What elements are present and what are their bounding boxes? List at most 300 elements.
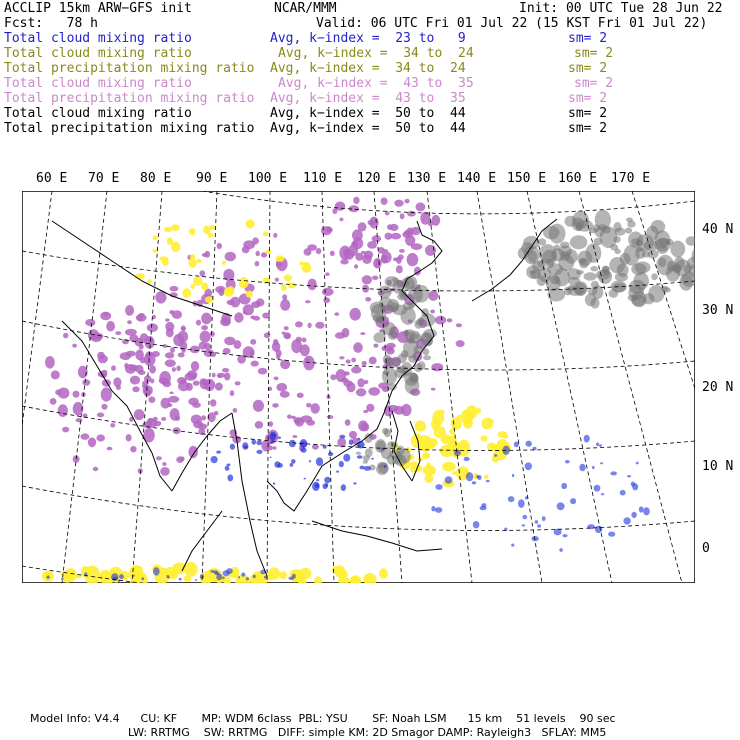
purple-cloud-patch: [225, 252, 236, 262]
blue-cloud-patch: [477, 475, 481, 480]
blue-cloud-patch: [61, 578, 64, 580]
longitude-label: 170 E: [611, 171, 651, 186]
yellow-cloud-patch: [65, 568, 76, 582]
purple-cloud-patch: [394, 200, 403, 207]
yellow-cloud-patch: [182, 288, 191, 298]
blue-cloud-patch: [153, 567, 160, 575]
center-label: NCAR/MMM: [274, 1, 337, 16]
purple-cloud-patch: [191, 415, 202, 425]
blue-cloud-patch: [343, 454, 350, 462]
gray-cloud-patch: [560, 242, 570, 249]
purple-cloud-patch: [376, 259, 381, 262]
yellow-cloud-patch: [191, 284, 195, 289]
forecast-hour: Fcst: 78 h: [4, 16, 98, 31]
purple-cloud-patch: [181, 381, 185, 384]
blue-cloud-patch: [445, 476, 453, 483]
yellow-cloud-patch: [165, 567, 176, 579]
gray-cloud-patch: [625, 228, 632, 234]
legend-smoothing: sm= 2: [568, 31, 608, 46]
blue-cloud-patch: [643, 507, 650, 515]
blue-cloud-patch: [211, 456, 218, 463]
gray-cloud-patch: [387, 383, 397, 390]
blue-cloud-patch: [291, 459, 296, 464]
yellow-cloud-patch: [171, 242, 180, 252]
gray-cloud-patch: [421, 308, 429, 317]
purple-cloud-patch: [178, 331, 188, 343]
purple-cloud-patch: [354, 264, 358, 268]
purple-cloud-patch: [351, 358, 356, 363]
blue-cloud-patch: [230, 444, 235, 450]
purple-cloud-patch: [306, 403, 312, 408]
purple-cloud-patch: [447, 318, 453, 322]
legend-smoothing: sm= 2: [574, 76, 614, 91]
purple-cloud-patch: [175, 415, 180, 421]
purple-cloud-patch: [170, 347, 175, 353]
longitude-label: 140 E: [457, 171, 497, 186]
yellow-cloud-patch: [415, 421, 427, 432]
purple-cloud-patch: [372, 276, 378, 280]
purple-cloud-patch: [345, 419, 351, 426]
blue-cloud-patch: [435, 507, 442, 513]
blue-cloud-patch: [226, 568, 233, 574]
purple-cloud-patch: [126, 351, 136, 357]
purple-cloud-patch: [273, 233, 277, 238]
blue-cloud-patch: [592, 466, 595, 469]
purple-cloud-patch: [215, 383, 223, 391]
gray-cloud-patch: [383, 355, 392, 365]
yellow-cloud-patch: [197, 259, 202, 263]
purple-cloud-patch: [353, 342, 363, 353]
blue-cloud-patch: [525, 462, 532, 470]
purple-cloud-patch: [169, 392, 173, 395]
purple-cloud-patch: [293, 435, 298, 438]
legend-avg: Avg, k−index = 50 to 44: [270, 106, 466, 121]
blue-cloud-patch: [222, 576, 224, 579]
blue-cloud-patch: [610, 471, 617, 475]
purple-cloud-patch: [336, 369, 346, 382]
legend-row: [4, 91, 736, 106]
purple-cloud-patch: [334, 312, 339, 316]
purple-cloud-patch: [346, 359, 351, 363]
yellow-cloud-patch: [434, 426, 446, 438]
purple-cloud-patch: [107, 447, 113, 451]
purple-cloud-patch: [94, 333, 103, 340]
purple-cloud-patch: [431, 363, 443, 371]
blue-cloud-patch: [601, 493, 605, 495]
purple-cloud-patch: [167, 403, 172, 407]
purple-cloud-patch: [100, 312, 111, 321]
gray-cloud-patch: [591, 281, 599, 289]
yellow-cloud-patch: [153, 236, 158, 240]
legend-avg: Avg, k−index = 34 to 24: [270, 61, 466, 76]
gray-cloud-patch: [373, 313, 384, 322]
blue-cloud-patch: [512, 474, 514, 477]
purple-cloud-patch: [106, 321, 115, 332]
purple-cloud-patch: [339, 356, 344, 359]
blue-cloud-patch: [639, 506, 644, 512]
gray-cloud-patch: [423, 355, 431, 360]
footer-model-info: Model Info: V4.4 CU: KF MP: WDM 6class PBL: YSU SF: Noah LSM 15 km 51 levels 90 sec: [30, 712, 616, 725]
purple-cloud-patch: [63, 333, 68, 339]
yellow-cloud-patch: [482, 418, 494, 430]
purple-cloud-patch: [357, 378, 364, 387]
purple-cloud-patch: [176, 366, 181, 372]
blue-cloud-patch: [494, 454, 497, 457]
yellow-cloud-patch: [418, 458, 424, 462]
blue-cloud-patch: [472, 481, 476, 484]
legend-label: Total cloud mixing ratio: [4, 76, 192, 91]
purple-cloud-patch: [351, 366, 361, 373]
legend-smoothing: sm= 2: [574, 46, 614, 61]
yellow-cloud-patch: [435, 421, 440, 425]
map-title: ACCLIP 15km ARW−GFS init: [4, 1, 192, 16]
purple-cloud-patch: [58, 404, 68, 417]
purple-cloud-patch: [300, 344, 310, 356]
purple-cloud-patch: [322, 288, 334, 296]
purple-cloud-patch: [198, 423, 207, 429]
purple-cloud-patch: [166, 328, 174, 337]
purple-cloud-patch: [156, 456, 162, 460]
purple-cloud-patch: [110, 423, 115, 428]
blue-cloud-patch: [608, 532, 615, 537]
blue-cloud-patch: [238, 576, 240, 579]
purple-cloud-patch: [404, 199, 409, 204]
purple-cloud-patch: [388, 346, 393, 351]
blue-cloud-patch: [179, 578, 182, 581]
purple-cloud-patch: [284, 326, 289, 330]
gray-cloud-patch: [382, 367, 397, 385]
legend-smoothing: sm= 2: [568, 121, 608, 136]
purple-cloud-patch: [155, 291, 166, 303]
purple-cloud-patch: [291, 416, 296, 419]
yellow-cloud-patch: [100, 570, 111, 582]
purple-cloud-patch: [234, 312, 243, 322]
blue-cloud-patch: [473, 521, 480, 528]
purple-cloud-patch: [456, 340, 465, 347]
purple-cloud-patch: [311, 403, 320, 414]
blue-cloud-patch: [384, 465, 387, 468]
purple-cloud-patch: [199, 342, 207, 350]
blue-cloud-patch: [595, 526, 602, 533]
blue-cloud-patch: [270, 442, 273, 444]
blue-cloud-patch: [599, 444, 602, 447]
purple-cloud-patch: [250, 315, 255, 319]
longitude-label: 130 E: [407, 171, 447, 186]
yellow-cloud-patch: [461, 410, 473, 425]
purple-cloud-patch: [127, 320, 132, 324]
yellow-cloud-patch: [263, 231, 268, 236]
blue-cloud-patch: [557, 502, 565, 510]
purple-cloud-patch: [126, 434, 132, 441]
purple-cloud-patch: [163, 381, 172, 387]
purple-cloud-patch: [134, 409, 145, 420]
purple-cloud-patch: [316, 248, 322, 254]
purple-cloud-patch: [362, 275, 372, 284]
yellow-cloud-patch: [230, 289, 235, 294]
blue-cloud-patch: [431, 506, 435, 512]
purple-cloud-patch: [132, 386, 139, 392]
blue-cloud-patch: [353, 482, 356, 484]
yellow-cloud-patch: [280, 571, 287, 579]
legend-avg: Avg, k−index = 43 to 35: [270, 91, 466, 106]
blue-cloud-patch: [623, 517, 630, 524]
purple-cloud-patch: [192, 402, 201, 408]
purple-cloud-patch: [210, 399, 216, 406]
legend-label: Total cloud mixing ratio: [4, 106, 192, 121]
blue-cloud-patch: [256, 450, 262, 454]
blue-cloud-patch: [312, 482, 320, 491]
purple-cloud-patch: [250, 350, 255, 356]
purple-cloud-patch: [373, 344, 378, 348]
blue-cloud-patch: [486, 480, 490, 482]
legend-avg: Avg, k−index = 50 to 44: [270, 121, 466, 136]
purple-cloud-patch: [304, 248, 312, 256]
longitude-label: 110 E: [303, 171, 343, 186]
purple-cloud-patch: [193, 381, 200, 386]
purple-cloud-patch: [353, 197, 359, 204]
purple-cloud-patch: [255, 421, 263, 429]
yellow-cloud-patch: [265, 250, 271, 254]
purple-cloud-patch: [96, 434, 105, 441]
purple-cloud-patch: [342, 328, 350, 338]
yellow-cloud-patch: [481, 435, 488, 441]
latitude-label: 20 N: [702, 380, 734, 395]
purple-cloud-patch: [93, 467, 99, 471]
blue-cloud-patch: [357, 438, 360, 441]
legend-label: Total precipitation mixing ratio: [4, 61, 255, 76]
purple-cloud-patch: [51, 370, 60, 379]
purple-cloud-patch: [369, 217, 378, 229]
purple-cloud-patch: [191, 361, 199, 371]
purple-cloud-patch: [147, 323, 158, 332]
purple-cloud-patch: [385, 211, 390, 215]
purple-cloud-patch: [280, 299, 290, 311]
blue-cloud-patch: [570, 498, 576, 504]
blue-cloud-patch: [316, 457, 323, 466]
gray-cloud-patch: [382, 428, 389, 435]
blue-cloud-patch: [466, 472, 473, 481]
purple-cloud-patch: [165, 359, 176, 367]
purple-cloud-patch: [188, 446, 198, 458]
longitude-label: 70 E: [88, 171, 120, 186]
purple-cloud-patch: [315, 322, 324, 329]
blue-cloud-patch: [636, 462, 639, 465]
purple-cloud-patch: [210, 331, 215, 337]
purple-cloud-patch: [200, 270, 206, 276]
purple-cloud-patch: [168, 396, 179, 403]
gray-cloud-patch: [405, 329, 415, 341]
yellow-cloud-patch: [246, 291, 253, 298]
gray-cloud-patch: [554, 268, 570, 286]
latitude-label: 10 N: [702, 459, 734, 474]
gray-cloud-patch: [591, 298, 600, 309]
gray-cloud-patch: [528, 251, 537, 263]
purple-cloud-patch: [125, 305, 134, 316]
legend-label: Total cloud mixing ratio: [4, 31, 192, 46]
purple-cloud-patch: [400, 213, 405, 219]
blue-cloud-patch: [274, 461, 280, 468]
gray-cloud-patch: [365, 448, 373, 457]
purple-cloud-patch: [283, 332, 291, 339]
footer-physics-info: LW: RRTMG SW: RRTMG DIFF: simple KM: 2D Smagor DAMP: Rayleigh3 SFLAY: MM5: [128, 726, 607, 739]
blue-cloud-patch: [252, 439, 257, 444]
yellow-cloud-patch: [484, 475, 489, 479]
gray-cloud-patch: [615, 249, 621, 255]
yellow-cloud-patch: [411, 469, 416, 472]
purple-cloud-patch: [308, 323, 312, 328]
purple-cloud-patch: [234, 340, 242, 349]
purple-cloud-patch: [369, 357, 377, 365]
blue-cloud-patch: [596, 442, 599, 446]
purple-cloud-patch: [97, 413, 104, 418]
purple-cloud-patch: [124, 363, 128, 368]
yellow-cloud-patch: [171, 224, 180, 231]
legend-row: [4, 106, 736, 121]
purple-cloud-patch: [396, 265, 403, 273]
legend-row: [4, 46, 736, 61]
blue-cloud-patch: [227, 474, 233, 481]
yellow-cloud-patch: [135, 273, 145, 279]
purple-cloud-patch: [335, 202, 346, 211]
legend-avg: Avg, k−index = 43 to 35: [278, 76, 474, 91]
purple-cloud-patch: [201, 325, 208, 330]
gray-cloud-patch: [666, 239, 673, 246]
gray-cloud-patch: [633, 272, 649, 290]
yellow-cloud-patch: [184, 562, 197, 577]
blue-cloud-patch: [278, 437, 281, 439]
blue-cloud-patch: [269, 432, 276, 441]
purple-cloud-patch: [339, 218, 343, 222]
purple-cloud-patch: [200, 378, 208, 385]
purple-cloud-patch: [149, 365, 156, 373]
gray-cloud-patch: [600, 226, 618, 248]
blue-cloud-patch: [522, 524, 525, 526]
gray-cloud-patch: [632, 291, 647, 307]
purple-cloud-patch: [431, 388, 436, 391]
yellow-cloud-patch: [303, 262, 310, 266]
blue-cloud-patch: [600, 462, 603, 464]
purple-cloud-patch: [115, 331, 121, 335]
yellow-cloud-patch: [276, 255, 285, 262]
blue-cloud-patch: [620, 490, 626, 496]
gray-cloud-patch: [379, 297, 393, 311]
legend-label: Total precipitation mixing ratio: [4, 121, 255, 136]
purple-cloud-patch: [88, 437, 96, 447]
purple-cloud-patch: [343, 249, 350, 258]
gray-cloud-patch: [565, 249, 578, 263]
gray-cloud-patch: [636, 234, 654, 251]
purple-cloud-patch: [273, 339, 278, 345]
legend-label: Total cloud mixing ratio: [4, 46, 192, 61]
blue-cloud-patch: [195, 579, 198, 581]
blue-cloud-patch: [316, 479, 319, 481]
yellow-cloud-patch: [189, 228, 196, 235]
legend-row: [4, 31, 736, 46]
purple-cloud-patch: [235, 381, 241, 385]
blue-cloud-patch: [537, 524, 541, 527]
gray-cloud-patch: [615, 273, 628, 282]
blue-cloud-patch: [303, 478, 306, 480]
blue-cloud-patch: [253, 575, 256, 579]
blue-cloud-patch: [523, 515, 528, 519]
longitude-label: 90 E: [196, 171, 228, 186]
purple-cloud-patch: [258, 368, 267, 375]
purple-cloud-patch: [393, 258, 399, 262]
legend-avg: Avg, k−index = 23 to 9: [270, 31, 466, 46]
yellow-cloud-patch: [452, 423, 456, 426]
purple-cloud-patch: [407, 211, 416, 217]
purple-cloud-patch: [363, 410, 368, 413]
gray-cloud-patch: [635, 262, 651, 274]
gray-cloud-patch: [391, 302, 399, 312]
purple-cloud-patch: [251, 361, 259, 367]
purple-cloud-patch: [255, 261, 260, 266]
gray-cloud-patch: [584, 272, 597, 280]
purple-cloud-patch: [430, 310, 435, 314]
blue-cloud-patch: [245, 446, 248, 448]
blue-cloud-patch: [339, 461, 344, 467]
blue-cloud-patch: [210, 570, 214, 573]
purple-cloud-patch: [296, 337, 303, 342]
blue-cloud-patch: [242, 442, 248, 450]
purple-cloud-patch: [372, 235, 382, 242]
longitude-label: 150 E: [507, 171, 547, 186]
yellow-cloud-patch: [284, 275, 293, 282]
purple-cloud-patch: [180, 456, 185, 461]
gray-cloud-patch: [376, 441, 385, 452]
yellow-cloud-patch: [183, 576, 191, 582]
blue-cloud-patch: [561, 483, 567, 489]
blue-cloud-patch: [526, 441, 532, 447]
blue-cloud-patch: [270, 457, 272, 458]
gray-cloud-patch: [620, 253, 631, 265]
purple-cloud-patch: [102, 379, 111, 387]
purple-cloud-patch: [416, 202, 426, 211]
purple-cloud-patch: [217, 373, 226, 378]
blue-cloud-patch: [216, 574, 222, 581]
purple-cloud-patch: [349, 431, 357, 439]
blue-cloud-patch: [288, 577, 294, 580]
purple-cloud-patch: [172, 310, 182, 319]
init-time: Init: 00 UTC Tue 28 Jun 22: [519, 1, 723, 16]
purple-cloud-patch: [172, 367, 176, 372]
purple-cloud-patch: [368, 387, 380, 396]
blue-cloud-patch: [542, 516, 546, 521]
purple-cloud-patch: [385, 233, 393, 240]
longitude-label: 120 E: [357, 171, 397, 186]
purple-cloud-patch: [113, 377, 121, 387]
yellow-cloud-patch: [208, 233, 214, 238]
yellow-cloud-patch: [164, 227, 169, 232]
blue-cloud-patch: [511, 544, 514, 547]
purple-cloud-patch: [200, 331, 211, 343]
purple-cloud-patch: [150, 379, 154, 384]
yellow-cloud-patch: [222, 261, 226, 266]
gray-cloud-patch: [356, 452, 361, 455]
gray-cloud-patch: [576, 223, 583, 231]
purple-cloud-patch: [212, 373, 216, 378]
purple-cloud-patch: [435, 316, 446, 325]
purple-cloud-patch: [201, 313, 211, 325]
blue-cloud-patch: [535, 520, 539, 524]
purple-cloud-patch: [243, 311, 247, 314]
gray-cloud-patch: [651, 273, 658, 280]
purple-cloud-patch: [138, 370, 146, 375]
purple-cloud-patch: [306, 358, 311, 361]
purple-cloud-patch: [307, 279, 316, 291]
legend-label: Total precipitation mixing ratio: [4, 91, 255, 106]
gray-cloud-patch: [590, 266, 598, 271]
